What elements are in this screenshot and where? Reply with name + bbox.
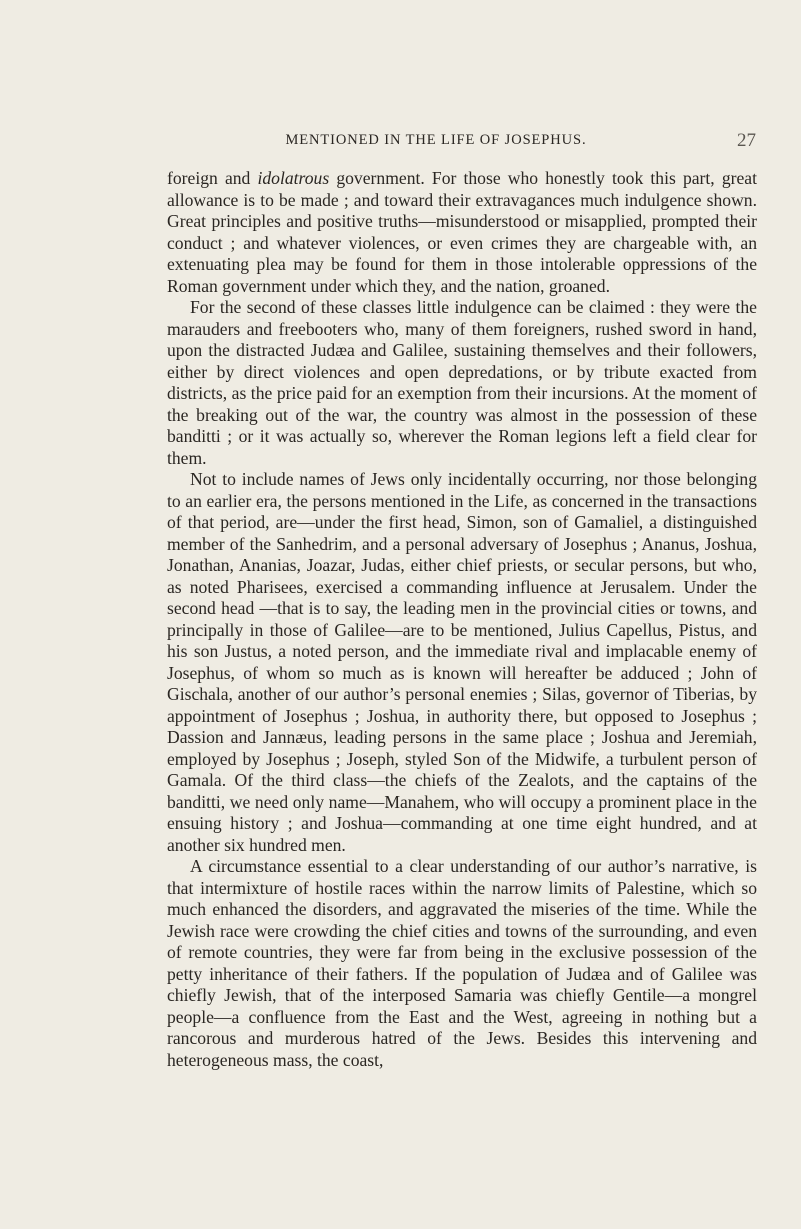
emphasis-idolatrous: idolatrous	[257, 168, 330, 188]
paragraph-1-after: government. For those who honestly took this part, great allowance is to be made ; and toward their extravagances much indulgence shown. Great principles and positive truths—misunderstood or misapplied, prompted their conduct ; and whatever violences, or even crimes they are chargeable with, an extenuating plea may be found for them in those intolerable oppressions of the Roman government under which they, and the nation, groaned.	[167, 168, 757, 296]
page-header	[166, 132, 756, 156]
paragraph-1	[167, 168, 757, 297]
paragraph-2: For the second of these classes little indulgence can be claimed : they were the marauders and freebooters who, many of them foreigners, rushed sword in hand, upon the distracted Judæa and Galilee, sustaining themselves and their followers, either by direct violences and open depredations, or by tribute exacted from districts, as the price paid for an exemption from their incursions. At the moment of the breaking out of the war, the country was almost in the possession of these banditti ; or it was actually so, wherever the Roman legions left a field clear for them.	[167, 297, 757, 468]
paragraph-1-before: foreign and	[167, 168, 258, 188]
page-number: 27	[737, 130, 756, 151]
running-head: MENTIONED IN THE LIFE OF JOSEPHUS.	[285, 132, 587, 148]
paragraph-3: Not to include names of Jews only incidentally occurring, nor those belonging to an earlier era, the persons mentioned in the Life, as concerned in the transactions of that period, are—under the first head, Simon, son of Gamaliel, a distinguished member of the Sanhedrim, and a personal adversary of Josephus ; Ananus, Joshua, Jonathan, Ananias, Joazar, Judas, either chief priests, or secular persons, but who, as noted Pharisees, exercised a commanding influence at Jerusalem. Under the second head —that is to say, the leading men in the provincial cities or towns, and principally in those of Galilee—are to be mentioned, Julius Capellus, Pistus, and his son Justus, a noted person, and the immediate rival and implacable enemy of Josephus, of whom so much as is known will hereafter be adduced ; John of Gischala, another of our author’s personal enemies ; Silas, governor of Tiberias, by appointment of Josephus ; Joshua, in authority there, but opposed to Josephus ; Dassion and Jannæus, leading persons in the same place ; Joshua and Jeremiah, employed by Josephus ; Joseph, styled Son of the Midwife, a turbulent person of Gamala. Of the third class—the chiefs of the Zealots, and the captains of the banditti, we need only name—Manahem, who will occupy a prominent place in the ensuing history ; and Joshua—commanding at one time eight hundred, and at another six hundred men.	[167, 469, 757, 855]
paragraph-4: A circumstance essential to a clear understanding of our author’s narrative, is that intermixture of hostile races within the narrow limits of Palestine, which so much enhanced the disorders, and aggravated the miseries of the time. While the Jewish race were crowding the chief cities and towns of the surrounding, and even of remote countries, they were far from being in the exclusive possession of the petty inheritance of their fathers. If the population of Judæa and of Galilee was chiefly Jewish, that of the interposed Samaria was chiefly Gentile—a mongrel people—a confluence from the East and the West, agreeing in nothing but a rancorous and murderous hatred of the Jews. Besides this intervening and heterogeneous mass, the coast,	[167, 856, 757, 1070]
body-text	[167, 168, 757, 1071]
